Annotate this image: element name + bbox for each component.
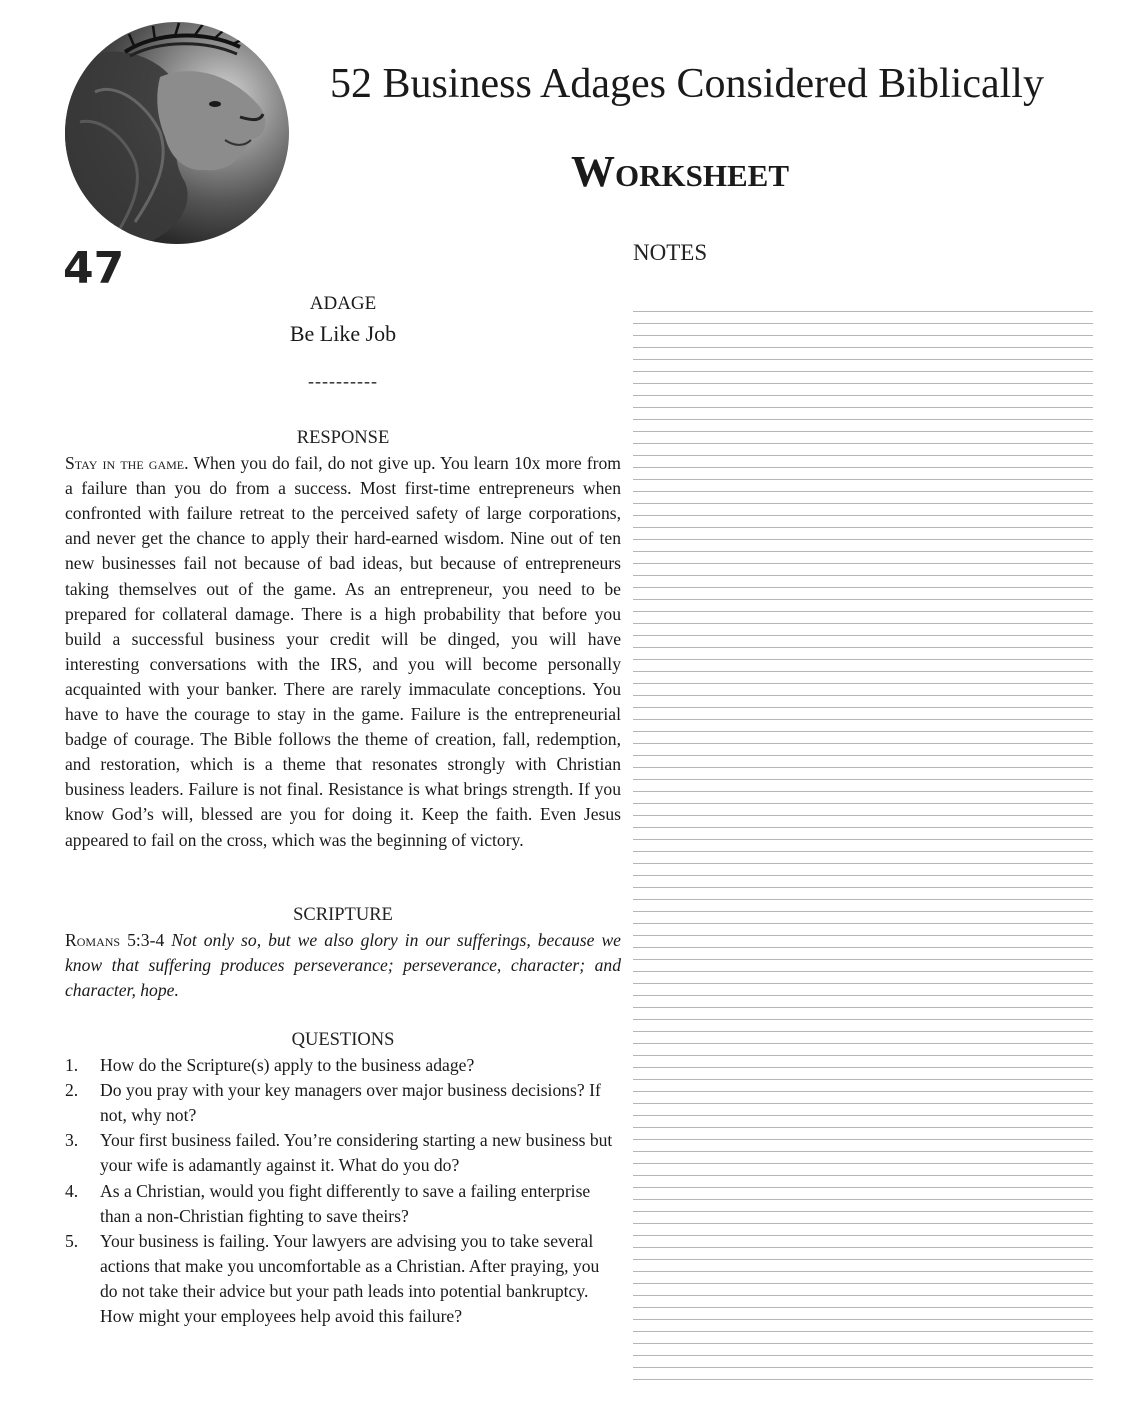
- notes-heading: NOTES: [633, 240, 708, 265]
- scripture-heading: SCRIPTURE: [293, 905, 393, 925]
- questions-heading: QUESTIONS: [291, 1030, 395, 1050]
- scripture-text: Not only so, but we also glory in our sufferings, because we know that suffering produces perseverance; perseverance, character; and character, hope.: [65, 930, 621, 1001]
- question-text: Your first business failed. You’re considering starting a new business but your wife is adamantly against it. What do you do?: [100, 1130, 613, 1176]
- response-section: [65, 426, 621, 853]
- question-number: 1.: [65, 1055, 79, 1076]
- notes-lines[interactable]: [633, 300, 1093, 1390]
- question-number: 2.: [65, 1080, 79, 1101]
- question-text: How do the Scripture(s) apply to the business adage?: [100, 1055, 475, 1076]
- section-divider: ----------: [308, 371, 378, 391]
- question-number: 5.: [65, 1230, 79, 1251]
- book-title: 52 Business Adages Considered Biblically: [330, 61, 1044, 107]
- scripture-section: [65, 903, 621, 1003]
- question-number: 4.: [65, 1180, 79, 1201]
- response-lead: Stay in the game.: [65, 453, 189, 474]
- question-number: 3.: [65, 1130, 79, 1151]
- response-heading: RESPONSE: [296, 428, 390, 448]
- question-item: [65, 1179, 621, 1229]
- question-item: [65, 1229, 621, 1329]
- response-text: When you do fail, do not give up. You learn 10x more from a failure than you do from a success. Most first-time entrepreneurs when confronted with failure retreat to the perceived safety of large corporations, and never get the chance to apply their hard-earned wisdom. Nine out of ten new businesses fail not because of bad ideas, but because of entrepreneurs taking themselves out of the game. As an entrepreneur, you need to be prepared for collateral damage. There is a high probability that before you build a successful business your credit will be dinged, you will have interesting conversations with the IRS, and you will become personally acquainted with your banker. There are rarely immaculate conceptions. You have to have the courage to stay in the game. Failure is the entrepreneurial badge of courage. The Bible follows the theme of creation, fall, redemption, and restoration, which is a theme that resonates strongly with Christian business leaders. Failure is not final. Resistance is what brings strength. If you know God’s will, blessed are you for doing it. Keep the faith. Even Jesus appeared to fail on the cross, which was the beginning of victory.: [65, 453, 621, 850]
- page-subtitle: Worksheet: [571, 147, 789, 196]
- lion-with-crown-of-thorns-icon: [65, 22, 289, 244]
- adage-heading: ADAGE: [309, 293, 377, 314]
- question-text: Your business is failing. Your lawyers are advising you to take several actions that make you uncomfortable as a Christian. After praying, you do not take their advice but your path leads into potential bankruptcy. How might your employees help avoid this failure?: [100, 1230, 600, 1327]
- question-item: [65, 1128, 621, 1178]
- question-item: [65, 1078, 621, 1128]
- response-body: [65, 451, 621, 853]
- questions-list: [65, 1053, 621, 1329]
- scripture-reference: Romans 5:3-4: [65, 930, 165, 951]
- questions-section: [65, 1028, 621, 1329]
- scripture-body: [65, 928, 621, 1003]
- adage-text: Be Like Job: [289, 321, 397, 346]
- question-item: [65, 1053, 621, 1078]
- question-text: As a Christian, would you fight differently to save a failing enterprise than a non-Christian fighting to save theirs?: [100, 1180, 591, 1226]
- worksheet-number: 47: [63, 243, 125, 294]
- question-text: Do you pray with your key managers over major business decisions? If not, why not?: [100, 1080, 601, 1126]
